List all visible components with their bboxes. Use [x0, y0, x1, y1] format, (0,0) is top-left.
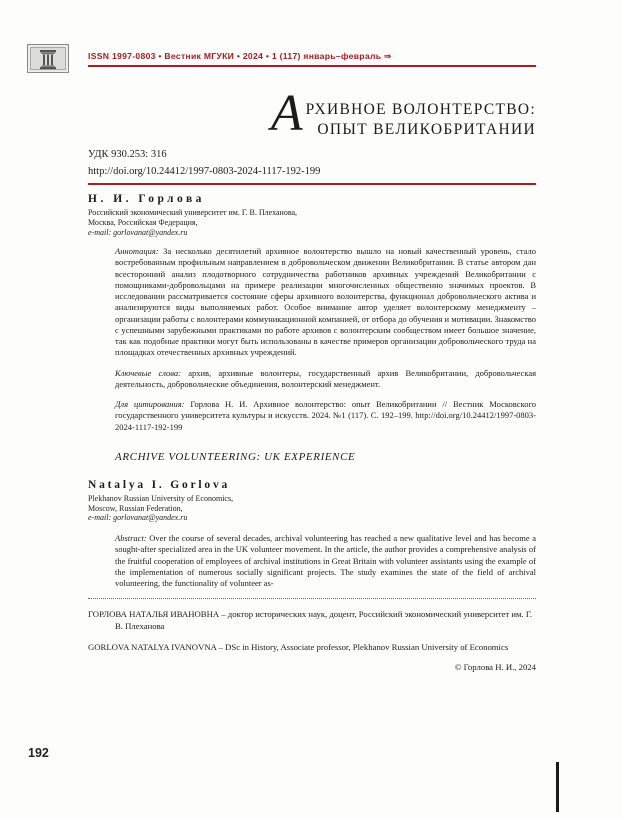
abstract-label: Abstract:	[115, 533, 147, 544]
keywords-paragraph	[115, 368, 536, 391]
classical-column-icon	[27, 44, 69, 73]
author-block-en	[88, 479, 536, 523]
copyright-notice: © Горлова Н. И., 2024	[454, 662, 536, 672]
citation-label: Для цитирования:	[115, 399, 185, 409]
page-edge-mark	[556, 762, 559, 812]
citation-paragraph	[115, 399, 536, 433]
author-bio-ru: ГОРЛОВА НАТАЛЬЯ ИВАНОВНА – доктор исторических наук, доцент, Российский экономический университет им. Г. В. Плеханова	[88, 609, 533, 631]
page-number: 192	[28, 746, 49, 760]
journal-running-head: ISSN 1997-0803 • Вестник МГУКИ • 2024 • 1 (117) январь–февраль ⇒	[88, 51, 392, 61]
affiliation-line: Российский экономический университет им. Г. В. Плеханова,	[88, 208, 298, 217]
keywords-label: Ключевые слова:	[115, 367, 181, 378]
doi-link[interactable]: http://doi.org/10.24412/1997-0803-2024-1117-192-199	[88, 166, 321, 177]
title-line2: ОПЫТ ВЕЛИКОБРИТАНИИ	[317, 120, 536, 138]
title-dropcap: А	[270, 85, 303, 142]
author-block-ru	[88, 193, 297, 237]
author-affiliation-ru	[88, 208, 297, 237]
keywords-text: архив, архивные волонтеры, государственный архив Великобритании, добровольческая деятельность, добровольческие объединения, волонтерский менеджмент.	[115, 367, 536, 389]
author-email-ru[interactable]: e-mail: gorlovanat@yandex.ru	[88, 227, 188, 237]
header-rule	[88, 65, 536, 67]
article-title	[88, 85, 536, 142]
author-bio-en: GORLOVA NATALYA IVANOVNA – DSc in History, Associate professor, Plekhanov Russian University of Economics	[88, 641, 509, 652]
abstract-text: Over the course of several decades, archival volunteering has reached a new qualitative level and has become a sought-after specialized area in the UK volunteer movement. In the article, the author provides a comprehensive analysis of the fruitful cooperation of employees of archival institutions in Great Britain with volunteer assistants using the example of the implementation of numerous socially significant projects. The study examines the state of the field of archival volunteering, the functionality of volunteer as-	[115, 533, 537, 589]
divider-rule	[88, 183, 536, 185]
annotation-text: За несколько десятилетий архивное волонтерство вышло на новый качественный уровень, стало востребованным профильным направлением в добровольческом движении Великобритании. В статье автором дан всесторонний анализ плодотворного сотрудничества работников архивных учреждений Великобритании с помощниками-добровольцами на примере реализации многочисленных общественно значимых проектов. В исследовании рассматривается состояние сферы архивного волонтерства, функционал добровольческого актива и анализируются виды выполняемых работ. Особое внимание автор уделяет волонтерскому менеджменту – организации работы с волонтерами коммуникационной компанией, от отбора до обучения и мотивации. Знакомство с успешными зарубежными практиками по работе архивов с волонтерским сообществом имеет большое значение, так как подобные практики могут быть использованы в качестве примеров организации добровольческого труда на площадках отечественных архивных учреждений.	[115, 246, 537, 358]
author-affiliation-en	[88, 494, 536, 523]
dotted-separator	[88, 598, 536, 599]
title-line1: РХИВНОЕ ВОЛОНТЕРСТВО:	[305, 101, 536, 118]
article-body	[88, 246, 536, 672]
udc-code: УДК 930.253: 316	[88, 149, 167, 160]
annotation-label: Аннотация:	[115, 246, 159, 256]
citation-text: Горлова Н. И. Архивное волонтерство: опыт Великобритании // Вестник Московского государственного университета культуры и искусств. 2024. №1 (117). С. 192–199. http://doi.org/10.24412/1997-0803-2024-1117-192-199	[115, 399, 536, 432]
affiliation-line: Plekhanov Russian University of Economics,	[88, 493, 234, 503]
journal-logo	[27, 44, 69, 73]
author-name-ru: Н. И. Горлова	[88, 193, 205, 205]
annotation-paragraph	[115, 246, 536, 359]
affiliation-line: Moscow, Russian Federation,	[88, 503, 183, 513]
article-title-en: ARCHIVE VOLUNTEERING: UK EXPERIENCE	[115, 450, 356, 463]
author-name-en: Natalya I. Gorlova	[88, 478, 231, 491]
affiliation-line: Москва, Российская Федерация,	[88, 217, 198, 227]
author-email-en[interactable]: e-mail: gorlovanat@yandex.ru	[88, 513, 188, 523]
abstract-paragraph	[115, 533, 536, 589]
title-lines	[306, 91, 536, 139]
